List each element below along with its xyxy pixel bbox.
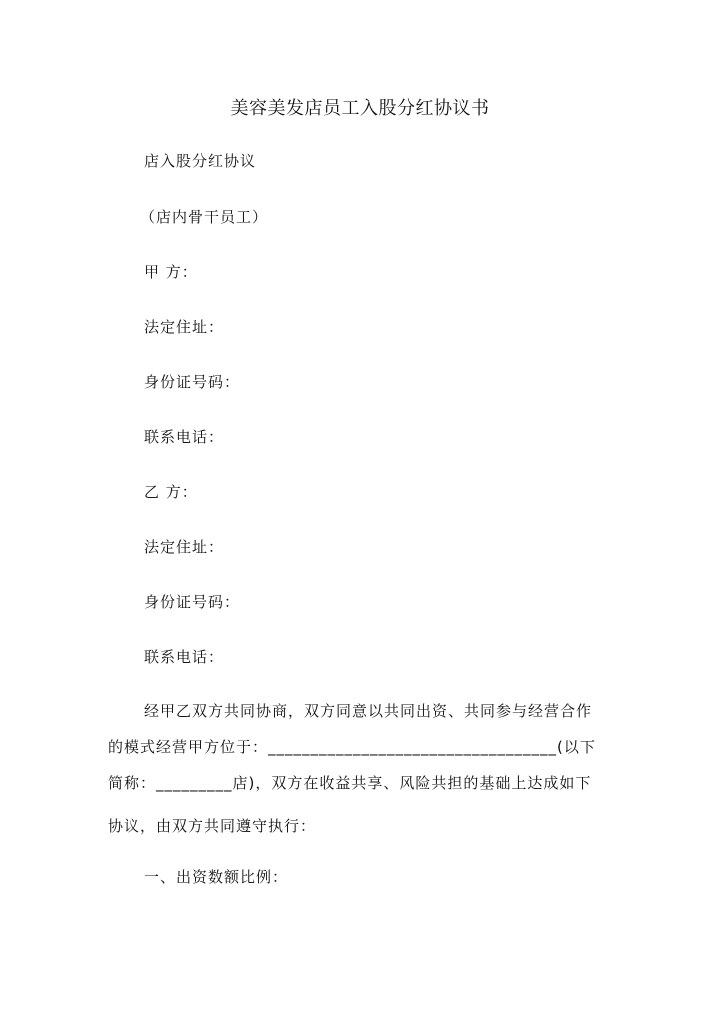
document-title: 美容美发店员工入股分红协议书 (230, 98, 490, 119)
party-b-label: 乙 方： (144, 483, 198, 501)
party-b-id-number: 身份证号码： (144, 593, 241, 611)
party-a-id-number: 身份证号码： (144, 373, 241, 391)
party-a-address: 法定住址： (144, 318, 225, 336)
section-1-heading: 一、出资数额比例： (144, 868, 289, 886)
party-a-phone: 联系电话： (144, 428, 225, 446)
intro-line-1: 经甲乙双方共同协商，双方同意以共同出资、共同参与经营合作 (144, 702, 593, 720)
intro-line-2: 的模式经营甲方位于：__________________________________(以下 (108, 738, 596, 756)
party-b-address: 法定住址： (144, 538, 225, 556)
party-a-label: 甲 方： (144, 263, 198, 281)
document-note: （店内骨干员工） (140, 208, 269, 226)
intro-line-4: 协议，由双方共同遵守执行： (108, 817, 317, 835)
intro-line-3: 简称：_________店)，双方在收益共享、风险共担的基础上达成如下 (108, 774, 592, 792)
document-subtitle: 店入股分红协议 (144, 152, 257, 170)
party-b-phone: 联系电话： (144, 648, 225, 666)
